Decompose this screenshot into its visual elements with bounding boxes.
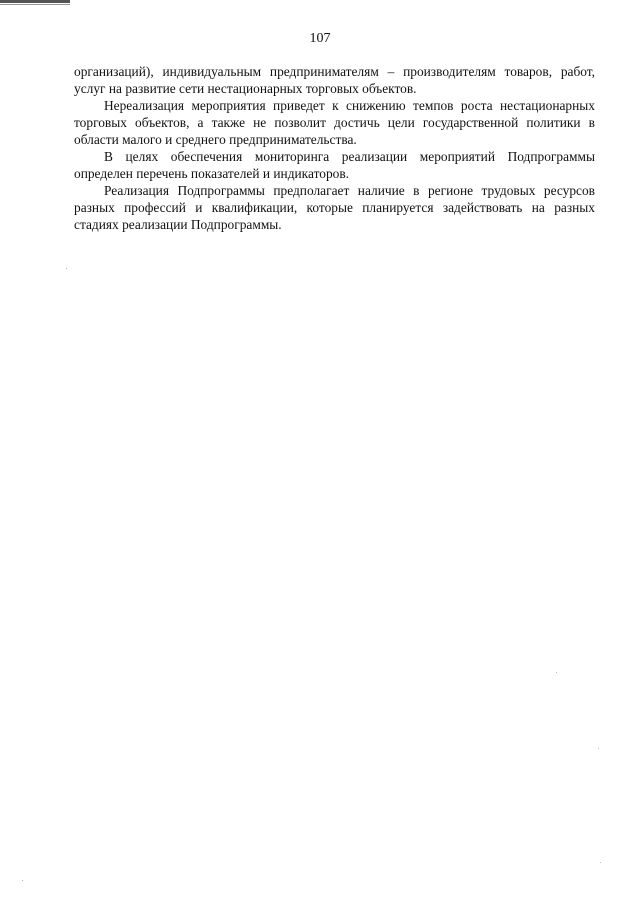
scan-speck (556, 672, 557, 673)
paragraph-2: Нереализация мероприятия приведет к снижению темпов роста нестационарных торговых объектов, а также не позволит достичь цели государственной политики в области малого и среднего предпринимательства. (74, 98, 595, 147)
paragraph-4: Реализация Подпрограммы предполагает наличие в регионе трудовых ресурсов разных профессий и квалификации, которые планируется задействовать на разных стадиях реализации Подпрограммы. (74, 183, 595, 232)
scan-speck (22, 880, 23, 881)
scan-speck (66, 268, 67, 269)
scan-edge-mark (0, 0, 70, 3)
scan-speck (598, 748, 599, 749)
scan-edge-mark-secondary (0, 4, 70, 5)
document-body (74, 63, 595, 233)
paragraph-1: организаций), индивидуальным предпринимателям – производителям товаров, работ, услуг на развитие сети нестационарных торговых объектов. (74, 64, 595, 96)
paragraph-3: В целях обеспечения мониторинга реализации мероприятий Подпрограммы определен перечень показателей и индикаторов. (74, 149, 595, 181)
page-number: 107 (309, 31, 331, 46)
scan-speck (600, 862, 601, 863)
